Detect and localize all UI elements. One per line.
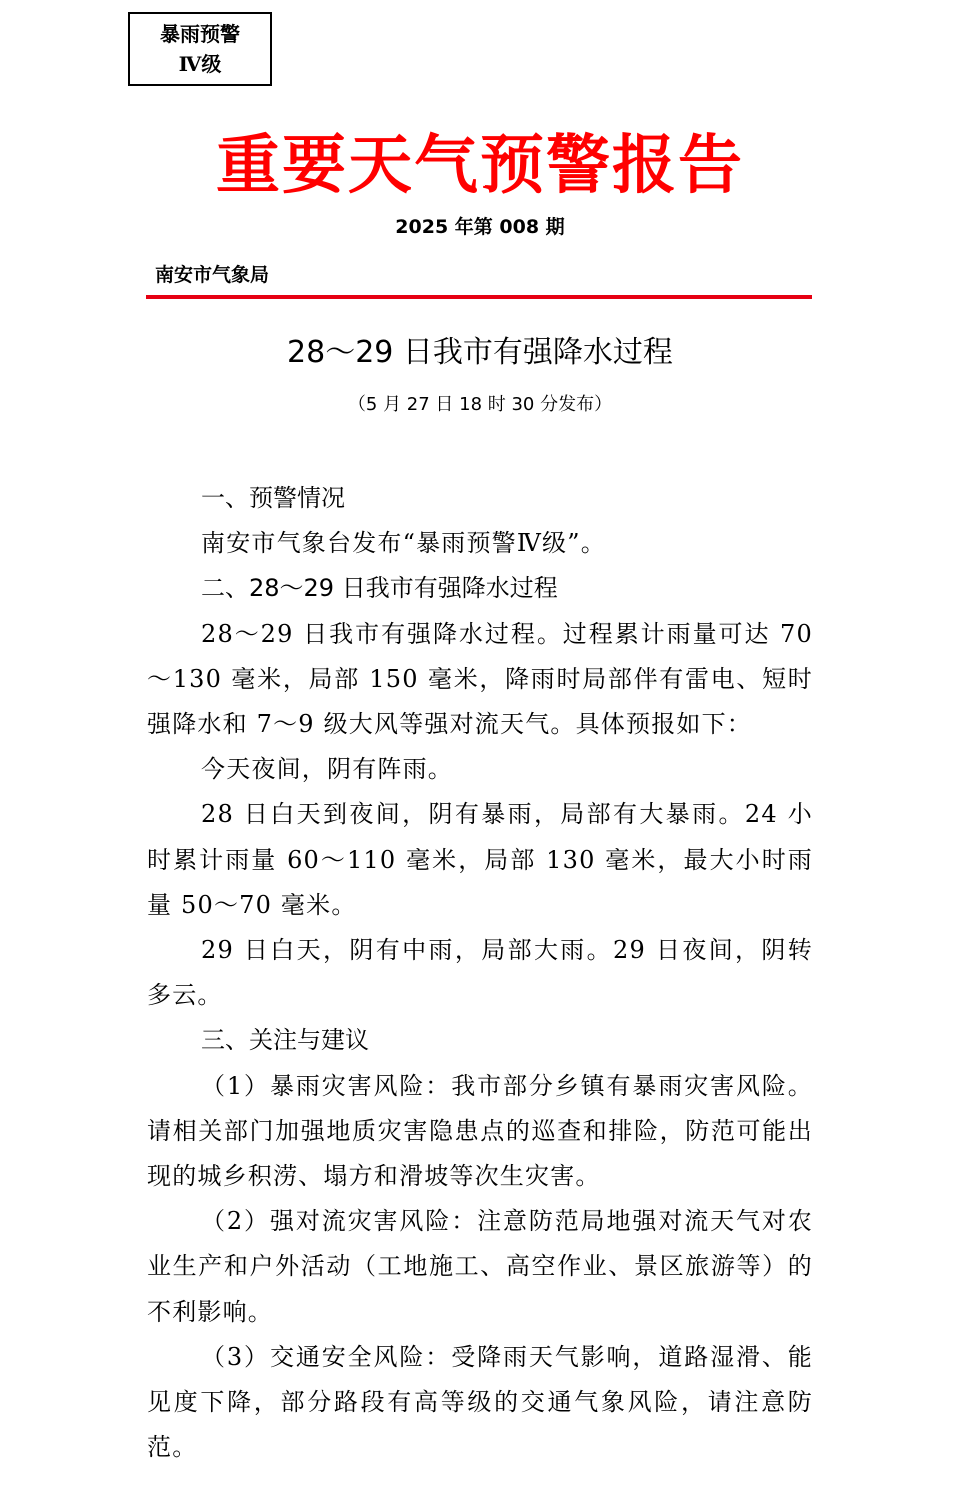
document-body [147, 476, 813, 1470]
stamp-line-2: Ⅳ级 [178, 52, 222, 76]
section-heading-advice: 三、关注与建议 [201, 1026, 369, 1055]
paragraph: 今天夜间，阴有阵雨。 [201, 755, 453, 784]
paragraph: 29 日白天，阴有中雨，局部大雨。29 日夜间，阴转多云。 [147, 936, 813, 1010]
document-title: 28～29 日我市有强降水过程 [287, 335, 673, 370]
report-title: 重要天气预警报告 [216, 129, 744, 203]
paragraph: 28 日白天到夜间，阴有暴雨，局部有大暴雨。24 小时累计雨量 60～110 毫米，局部 130 毫米，最大小时雨量 50～70 毫米。 [147, 800, 813, 919]
paragraph: 28～29 日我市有强降水过程。过程累计雨量可达 70～130 毫米，局部 150 毫米，降雨时局部伴有雷电、短时强降水和 7～9 级大风等强对流天气。具体预报如下： [147, 619, 813, 739]
document-issue-time: （5 月 27 日 18 时 30 分发布） [347, 394, 613, 415]
issue-number: 2025 年第 008 期 [395, 216, 565, 238]
section-heading-rainfall: 二、28～29 日我市有强降水过程 [201, 574, 558, 603]
issuing-agency: 南安市气象局 [155, 264, 270, 286]
paragraph: （1）暴雨灾害风险：我市部分乡镇有暴雨灾害风险。请相关部门加强地质灾害隐患点的巡查和排险，防范可能出现的城乡积涝、塌方和滑坡等次生灾害。 [147, 1071, 813, 1191]
red-divider [146, 295, 812, 299]
paragraph: （2）强对流灾害风险：注意防范局地强对流天气对农业生产和户外活动（工地施工、高空作业、景区旅游等）的不利影响。 [147, 1207, 813, 1326]
warning-level-stamp [128, 12, 272, 86]
paragraph: （3）交通安全风险：受降雨天气影响，道路湿滑、能见度下降，部分路段有高等级的交通气象风险，请注意防范。 [147, 1342, 813, 1462]
paragraph: 南安市气象台发布“暴雨预警Ⅳ级”。 [201, 529, 606, 558]
section-heading-warning: 一、预警情况 [201, 484, 345, 512]
stamp-line-1: 暴雨预警 [160, 22, 240, 46]
